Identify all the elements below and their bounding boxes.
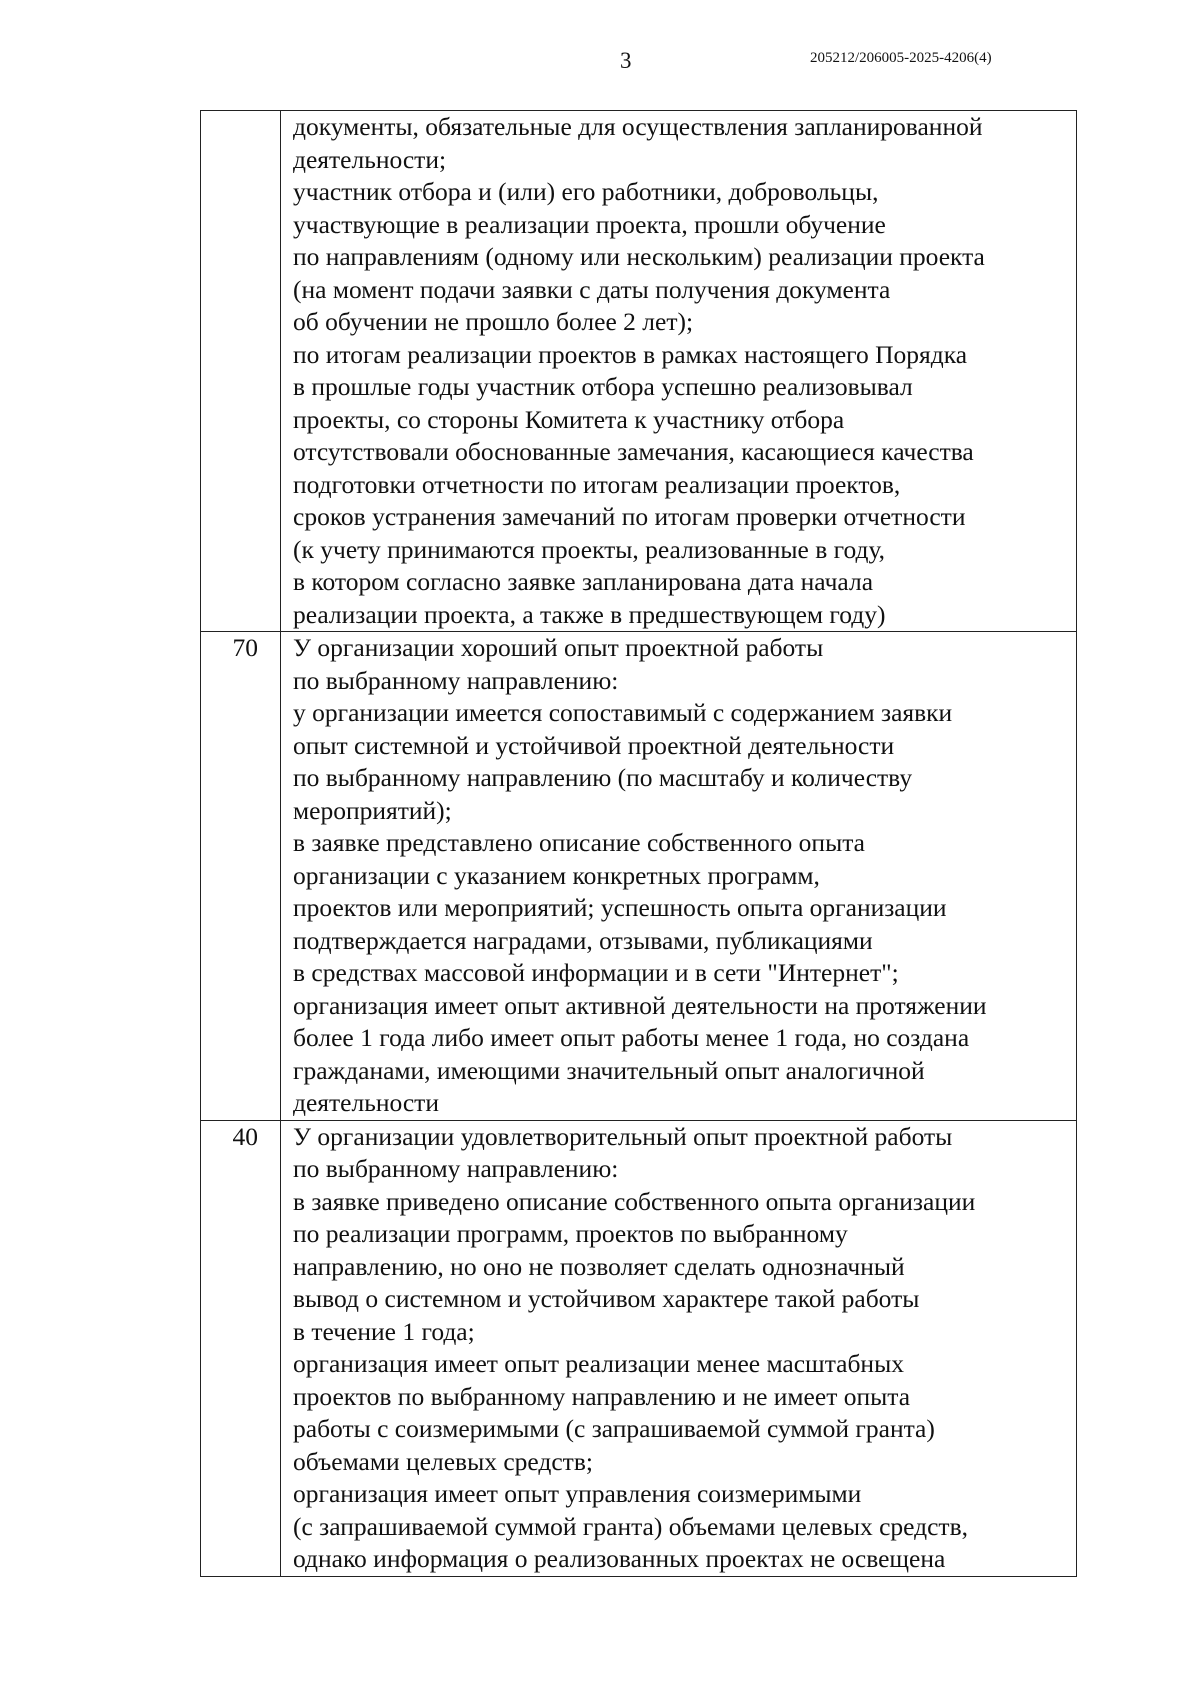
criteria-text-line: по итогам реализации проектов в рамках настоящего Порядка <box>293 339 968 369</box>
criteria-text-line: реализации проекта, а также в предшествующем году) <box>293 599 886 629</box>
criteria-text-line: организация имеет опыт управления соизмеримыми <box>293 1479 862 1508</box>
criteria-text-line: участвующие в реализации проекта, прошли обучение <box>293 209 886 239</box>
criteria-text-line: объемами целевых средств; <box>293 1446 593 1476</box>
criteria-text-line: в заявке представлено описание собственного опыта <box>293 828 865 857</box>
criteria-text-line: У организации хороший опыт проектной работы <box>293 633 824 662</box>
criteria-text-line: вывод о системном и устойчивом характере такой работы <box>293 1284 920 1313</box>
criteria-text-line: У организации удовлетворительный опыт проектной работы <box>293 1121 953 1151</box>
criteria-text-line: (на момент подачи заявки с даты получения документа <box>293 274 891 304</box>
criteria-text-line: подготовки отчетности по итогам реализации проектов, <box>293 469 901 499</box>
table-row <box>201 1120 1077 1576</box>
criteria-text-line: сроков устранения замечаний по итогам проверки отчетности <box>293 502 966 531</box>
criteria-text-line: по выбранному направлению (по масштабу и количеству <box>293 763 913 792</box>
criteria-text-line: организация имеет опыт активной деятельности на протяжении <box>293 990 987 1020</box>
criteria-text-line: более 1 года либо имеет опыт работы менее 1 года, но создана <box>293 1023 970 1052</box>
criteria-description-cell <box>281 632 1077 1121</box>
criteria-text-line: подтверждается наградами, отзывами, публикациями <box>293 925 873 955</box>
criteria-text-line: деятельности <box>293 1088 439 1117</box>
table-body <box>201 111 1077 1577</box>
criteria-text-line: опыт системной и устойчивой проектной деятельности <box>293 730 895 760</box>
criteria-text-line: участник отбора и (или) его работники, добровольцы, <box>293 177 879 206</box>
page-number: 3 <box>620 48 632 73</box>
criteria-text-line: (с запрашиваемой суммой гранта) объемами целевых средств, <box>293 1511 968 1541</box>
score-cell: 70 <box>201 632 281 1121</box>
criteria-text-line: по реализации программ, проектов по выбранному <box>293 1219 848 1248</box>
criteria-text-line: проекты, со стороны Комитета к участнику отбора <box>293 404 845 434</box>
score-cell <box>201 111 281 632</box>
criteria-text-line: в котором согласно заявке запланирована дата начала <box>293 567 874 596</box>
criteria-text-line: в средствах массовой информации и в сети "Интернет"; <box>293 958 899 987</box>
criteria-text-line: документы, обязательные для осуществления запланированной <box>293 112 983 141</box>
criteria-text-line: деятельности; <box>293 144 447 174</box>
scoring-table <box>200 110 1077 1577</box>
criteria-text-line: по выбранному направлению: <box>293 1154 619 1183</box>
table-row <box>201 111 1077 632</box>
criteria-text-line: организация имеет опыт реализации менее масштабных <box>293 1349 904 1378</box>
criteria-text-line: гражданами, имеющими значительный опыт аналогичной <box>293 1055 925 1085</box>
score-cell: 40 <box>201 1120 281 1576</box>
criteria-text-line: у организации имеется сопоставимый с содержанием заявки <box>293 698 953 727</box>
criteria-text-line: организации с указанием конкретных программ, <box>293 860 820 890</box>
criteria-text-line: по выбранному направлению: <box>293 665 619 695</box>
criteria-text-line: (к учету принимаются проекты, реализованные в году, <box>293 534 886 564</box>
criteria-text-line: однако информация о реализованных проектах не освещена <box>293 1544 946 1573</box>
criteria-text-line: об обучении не прошло более 2 лет); <box>293 307 694 336</box>
criteria-text-line: в прошлые годы участник отбора успешно реализовывал <box>293 372 913 401</box>
criteria-text-line: отсутствовали обоснованные замечания, касающиеся качества <box>293 437 974 466</box>
criteria-text-line: по направлениям (одному или нескольким) реализации проекта <box>293 242 985 271</box>
criteria-description-cell <box>281 111 1077 632</box>
criteria-text-line: проектов по выбранному направлению и не имеет опыта <box>293 1381 911 1411</box>
criteria-text-line: работы с соизмеримыми (с запрашиваемой суммой гранта) <box>293 1414 935 1443</box>
document-code: 205212/206005-2025-4206(4) <box>810 50 992 66</box>
criteria-text-line: проектов или мероприятий; успешность опыта организации <box>293 893 947 922</box>
criteria-text-line: направлению, но оно не позволяет сделать однозначный <box>293 1251 905 1281</box>
criteria-text-line: мероприятий); <box>293 795 452 825</box>
criteria-description-cell <box>281 1120 1077 1576</box>
table-row <box>201 632 1077 1121</box>
criteria-text-line: в заявке приведено описание собственного опыта организации <box>293 1186 976 1216</box>
criteria-text-line: в течение 1 года; <box>293 1316 475 1346</box>
